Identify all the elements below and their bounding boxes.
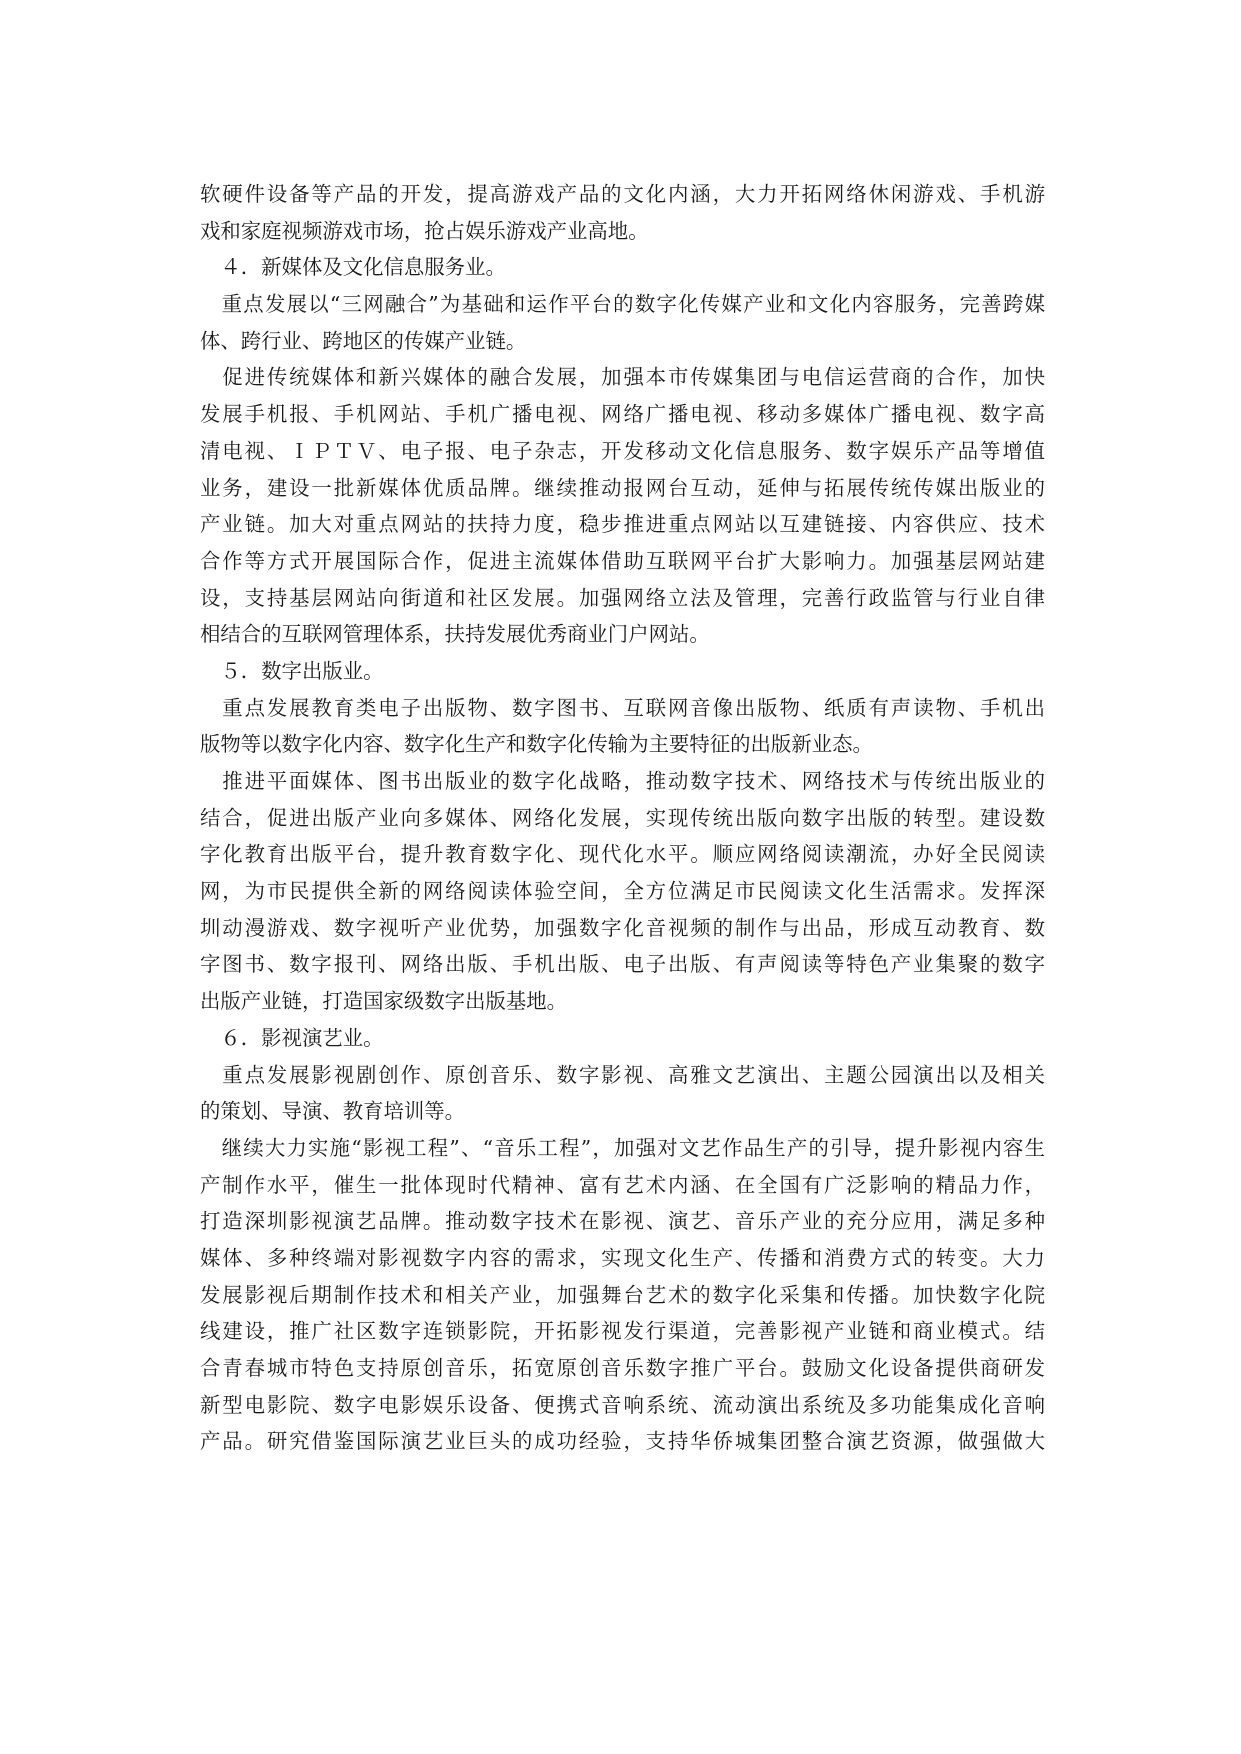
text-line: 的策划、导演、教育培训等。: [200, 1099, 466, 1124]
text-line: 体、跨行业、跨地区的传媒产业链。: [200, 328, 527, 353]
text-line: 结合，促进出版产业向多媒体、网络化发展，实现传统出版向数字出版的转型。建设数: [200, 805, 1045, 830]
text-line: 业务，建设一批新媒体优质品牌。继续推动报网台互动，延伸与拓展传统传媒出版业的: [200, 475, 1045, 500]
text-line: 软硬件设备等产品的开发，提高游戏产品的文化内涵，大力开拓网络休闲游戏、手机游: [200, 182, 1045, 206]
text-line: 推进平面媒体、图书出版业的数字化战略，推动数字技术、网络技术与传统出版业的: [200, 769, 1045, 793]
text-line: 网，为市民提供全新的网络阅读体验空间，全方位满足市民阅读文化生活需求。发挥深: [200, 879, 1045, 904]
text-line: 线建设，推广社区数字连锁影院，开拓影视发行渠道，完善影视产业链和商业模式。结: [200, 1319, 1045, 1344]
text-line: 媒体、多种终端对影视数字内容的需求，实现文化生产、传播和消费方式的转变。大力: [200, 1245, 1045, 1270]
text-line: 产制作水平，催生一批体现时代精神、富有艺术内涵、在全国有广泛影响的精品力作，: [200, 1172, 1045, 1197]
text-line: 产业链。加大对重点网站的扶持力度，稳步推进重点网站以互建链接、内容供应、技术: [200, 512, 1045, 537]
text-line: 重点发展影视剧创作、原创音乐、数字影视、高雅文艺演出、主题公园演出以及相关: [200, 1062, 1045, 1087]
text-line: 产品。研究借鉴国际演艺业巨头的成功经验，支持华侨城集团整合演艺资源，做强做大: [200, 1429, 1045, 1454]
text-line: 合青春城市特色支持原创音乐，拓宽原创音乐数字推广平台。鼓励文化设备提供商研发: [200, 1356, 1045, 1380]
text-line: 设，支持基层网站向街道和社区发展。加强网络立法及管理，完善行政监管与行业自律: [200, 585, 1045, 610]
text-line: 重点发展以“三网融合”为基础和运作平台的数字化传媒产业和文化内容服务，完善跨媒: [200, 292, 1045, 317]
text-line: 打造深圳影视演艺品牌。推动数字技术在影视、演艺、音乐产业的充分应用，满足多种: [200, 1209, 1045, 1234]
text-line: 圳动漫游戏、数字视听产业优势，加强数字化音视频的制作与出品，形成互动教育、数: [200, 915, 1045, 940]
text-line: 促进传统媒体和新兴媒体的融合发展，加强本市传媒集团与电信运营商的合作，加快: [200, 365, 1045, 390]
text-line: ５．数字出版业。: [200, 658, 384, 683]
text-line: 版物等以数字化内容、数字化生产和数字化传输为主要特征的出版新业态。: [200, 732, 873, 757]
text-line: 相结合的互联网管理体系，扶持发展优秀商业门户网站。: [200, 622, 710, 647]
text-line: 字化教育出版平台，提升教育数字化、现代化水平。顺应网络阅读潮流，办好全民阅读: [200, 842, 1045, 867]
text-line: 戏和家庭视频游戏市场，抢占娱乐游戏产业高地。: [200, 218, 649, 243]
text-line: ４．新媒体及文化信息服务业。: [200, 255, 506, 280]
text-line: 出版产业链，打造国家级数字出版基地。: [200, 989, 568, 1014]
text-line: 发展手机报、手机网站、手机广播电视、网络广播电视、移动多媒体广播电视、数字高: [200, 402, 1045, 427]
text-line: 新型电影院、数字电影娱乐设备、便携式音响系统、流动演出系统及多功能集成化音响: [200, 1392, 1045, 1417]
text-line: 字图书、数字报刊、网络出版、手机出版、电子出版、有声阅读等特色产业集聚的数字: [200, 952, 1045, 977]
text-line: 发展影视后期制作技术和相关产业，加强舞台艺术的数字化采集和传播。加快数字化院: [200, 1282, 1045, 1307]
text-line: ６．影视演艺业。: [200, 1025, 384, 1050]
text-line: 重点发展教育类电子出版物、数字图书、互联网音像出版物、纸质有声读物、手机出: [200, 695, 1045, 720]
text-line: 清电视、ＩＰＴＶ、电子报、电子杂志，开发移动文化信息服务、数字娱乐产品等增值: [200, 438, 1045, 463]
document-body: [200, 176, 1045, 1460]
text-line: 合作等方式开展国际合作，促进主流媒体借助互联网平台扩大影响力。加强基层网站建: [200, 548, 1045, 573]
text-line: 继续大力实施“影视工程”、“音乐工程”，加强对文艺作品生产的引导，提升影视内容生: [200, 1135, 1045, 1160]
